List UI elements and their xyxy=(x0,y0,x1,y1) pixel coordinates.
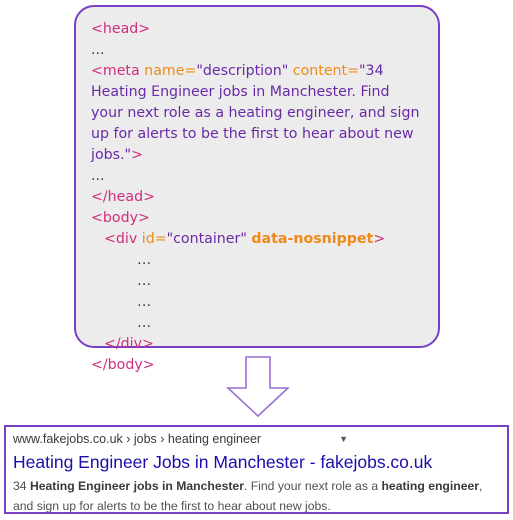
div-close-line xyxy=(91,334,424,355)
inner-ellipsis-line xyxy=(91,250,424,271)
caret-down-icon[interactable]: ▼ xyxy=(339,434,348,444)
data-nosnippet-attr: data-nosnippet xyxy=(251,231,374,247)
body-open-line xyxy=(91,208,424,229)
head-open-line xyxy=(91,19,424,40)
search-result-preview xyxy=(4,425,509,514)
meta-description-line xyxy=(91,61,424,166)
div-id-attr: id= xyxy=(141,231,167,247)
inner-ellipsis-line xyxy=(91,271,424,292)
snippet-text: 34 xyxy=(13,479,30,493)
result-snippet xyxy=(13,476,499,516)
div-open-tag: <div xyxy=(104,231,138,247)
result-title-link[interactable]: Heating Engineer Jobs in Manchester - fakejobs.co.uk xyxy=(13,452,433,472)
snippet-text: , and sign up for alerts to be the first to hear about new jobs. xyxy=(13,479,483,513)
head-close-line xyxy=(91,187,424,208)
meta-open-tag: <meta xyxy=(91,63,140,79)
snippet-bold-keyword: heating engineer xyxy=(381,479,480,493)
inner-ellipsis-line xyxy=(91,313,424,334)
inner-ellipsis: … xyxy=(137,315,152,331)
inner-ellipsis: … xyxy=(137,252,152,268)
down-arrow-icon xyxy=(226,356,290,418)
head-open-tag: <head> xyxy=(91,21,151,37)
inner-ellipsis-line xyxy=(91,292,424,313)
div-open-close-bracket: > xyxy=(373,231,386,247)
result-url: www.fakejobs.co.uk › jobs › heating engineer xyxy=(13,432,262,446)
inner-ellipsis: … xyxy=(137,273,152,289)
html-code-panel xyxy=(74,5,440,373)
meta-name-attr: name= xyxy=(144,63,197,79)
ellipsis: ... xyxy=(91,168,105,184)
body-open-tag: <body> xyxy=(91,210,150,226)
div-close-tag: </div> xyxy=(104,336,154,352)
ellipsis: ... xyxy=(91,42,105,58)
meta-name-value: "description" xyxy=(196,63,289,79)
snippet-text: . Find your next role as a xyxy=(243,479,382,493)
meta-content-value: "34 Heating Engineer jobs in Manchester. Find your next role as a heating engineer, and sign up for alerts to be the first to hear about new jobs." xyxy=(91,63,420,163)
ellipsis-line xyxy=(91,40,424,61)
head-close-tag: </head> xyxy=(91,189,155,205)
div-id-value: "container" xyxy=(166,231,247,247)
inner-ellipsis: … xyxy=(137,294,152,310)
snippet-bold-keyword: Heating Engineer jobs in Manchester xyxy=(29,479,244,493)
meta-close-bracket: > xyxy=(131,147,143,163)
ellipsis-line xyxy=(91,166,424,187)
meta-content-attr: content= xyxy=(292,63,360,79)
body-close-tag: </body> xyxy=(91,357,155,373)
div-open-line xyxy=(91,229,424,250)
result-url-breadcrumb[interactable] xyxy=(13,431,499,447)
